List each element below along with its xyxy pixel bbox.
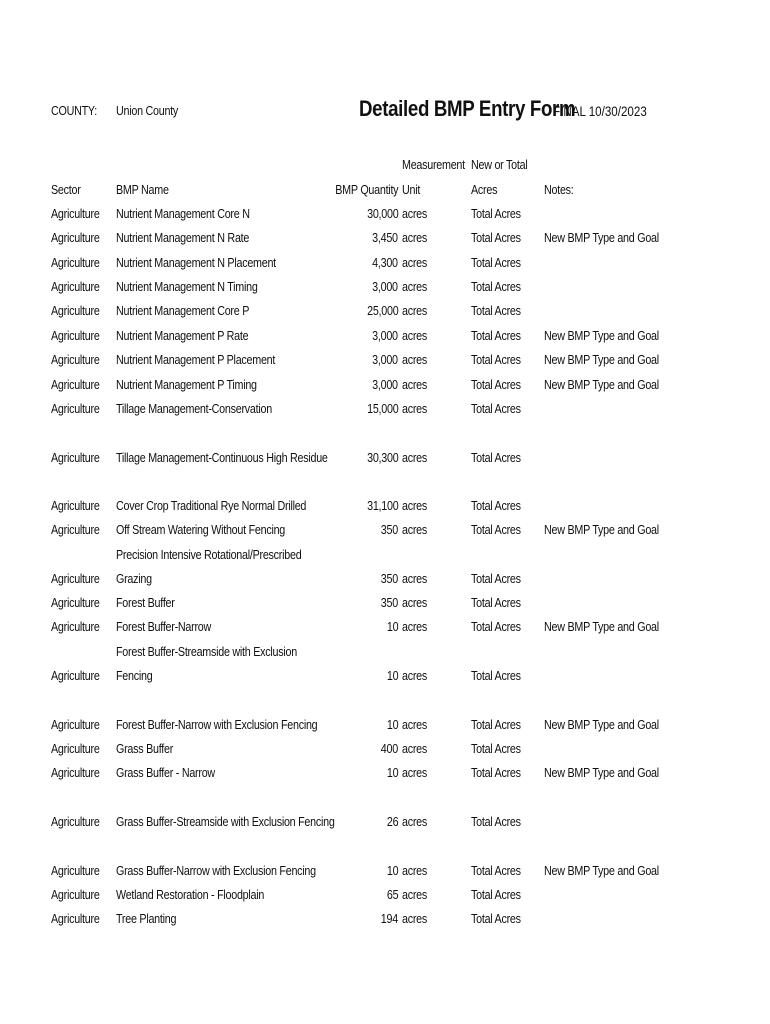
bmp-name-cell: Tree Planting [116,912,177,926]
bmp-name-cell: Nutrient Management N Timing [116,280,258,294]
bmp-name-cell: Nutrient Management P Timing [116,378,257,392]
table-row [0,596,770,616]
bmp-quantity-cell: 10 [386,864,398,878]
sector-header: Sector [51,183,81,197]
sector-cell: Agriculture [51,596,100,610]
bmp-quantity-cell: 3,000 [372,353,398,367]
notes-cell: New BMP Type and Goal [544,329,659,343]
table-row [0,742,770,762]
bmp-quantity-cell: 30,300 [366,451,398,465]
new-or-total-cell: Total Acres [471,329,521,343]
county-label: COUNTY: [51,104,97,118]
sector-cell: Agriculture [51,378,100,392]
notes-cell: New BMP Type and Goal [544,523,659,537]
sector-cell: Agriculture [51,815,100,829]
new-total-header-line2: Acres [471,183,498,197]
new-total-header-line1: New or Total [471,158,528,172]
notes-cell: New BMP Type and Goal [544,378,659,392]
measurement-unit-cell: acres [402,718,428,732]
bmp-quantity-cell: 3,000 [372,329,398,343]
bmp-name-cell: Forest Buffer [116,596,175,610]
bmp-quantity-cell: 3,000 [372,280,398,294]
bmp-quantity-cell: 194 [380,912,398,926]
new-or-total-cell: Total Acres [471,718,521,732]
measurement-unit-cell: acres [402,523,428,537]
bmp-quantity-cell: 10 [386,669,398,683]
measurement-unit-cell: acres [402,742,428,756]
bmp-quantity-cell: 350 [380,523,398,537]
bmp-quantity-cell: 15,000 [366,402,398,416]
bmp-name-cell: Nutrient Management P Rate [116,329,249,343]
new-or-total-cell: Total Acres [471,353,521,367]
bmp-name-cell: Tillage Management-Continuous High Residue [116,451,328,465]
table-row [0,256,770,276]
table-row [0,912,770,932]
sector-cell: Agriculture [51,864,100,878]
measurement-unit-cell: acres [402,402,428,416]
bmp-name-line1: Forest Buffer-Streamside with Exclusion [116,645,297,659]
sector-cell: Agriculture [51,718,100,732]
measurement-unit-cell: acres [402,304,428,318]
bmp-name-cell: Grass Buffer-Narrow with Exclusion Fencing [116,864,316,878]
bmp-quantity-cell: 350 [380,572,398,586]
measurement-unit-cell: acres [402,256,428,270]
bmp-name-cell: Grass Buffer - Narrow [116,766,215,780]
measurement-unit-cell: acres [402,912,428,926]
measurement-unit-cell: acres [402,766,428,780]
bmp-quantity-cell: 3,450 [372,231,398,245]
new-or-total-cell: Total Acres [471,912,521,926]
notes-cell: New BMP Type and Goal [544,353,659,367]
measurement-unit-cell: acres [402,329,428,343]
bmp-quantity-header: BMP Quantity [334,183,398,197]
notes-cell: New BMP Type and Goal [544,620,659,634]
measurement-unit-cell: acres [402,353,428,367]
sector-cell: Agriculture [51,669,100,683]
sector-cell: Agriculture [51,620,100,634]
measurement-unit-cell: acres [402,596,428,610]
new-or-total-cell: Total Acres [471,402,521,416]
notes-cell: New BMP Type and Goal [544,766,659,780]
new-or-total-cell: Total Acres [471,231,521,245]
table-row [0,280,770,300]
notes-cell: New BMP Type and Goal [544,231,659,245]
bmp-quantity-cell: 10 [386,718,398,732]
bmp-name-cell: Forest Buffer-Narrow with Exclusion Fencing [116,718,318,732]
new-or-total-cell: Total Acres [471,669,521,683]
measurement-unit-cell: acres [402,815,428,829]
bmp-name-cell: Nutrient Management N Placement [116,256,276,270]
bmp-name-cell: Nutrient Management Core N [116,207,250,221]
bmp-quantity-cell: 350 [380,596,398,610]
new-or-total-cell: Total Acres [471,499,521,513]
table-row [0,523,770,543]
table-row [0,329,770,349]
new-or-total-cell: Total Acres [471,572,521,586]
status-label: FINAL 10/30/2023 [553,104,647,119]
bmp-quantity-cell: 10 [386,620,398,634]
bmp-name-cell: Tillage Management-Conservation [116,402,272,416]
sector-cell: Agriculture [51,523,100,537]
sector-cell: Agriculture [51,572,100,586]
new-or-total-cell: Total Acres [471,451,521,465]
bmp-quantity-cell: 3,000 [372,378,398,392]
bmp-name-cell: Nutrient Management P Placement [116,353,276,367]
bmp-name-cell: Nutrient Management Core P [116,304,250,318]
bmp-name-cell: Grass Buffer [116,742,174,756]
table-row [0,766,770,786]
sector-cell: Agriculture [51,207,100,221]
sector-cell: Agriculture [51,402,100,416]
bmp-quantity-cell: 30,000 [366,207,398,221]
county-value: Union County [116,104,179,118]
sector-cell: Agriculture [51,912,100,926]
measurement-unit-cell: acres [402,207,428,221]
measurement-unit-cell: acres [402,864,428,878]
bmp-name-cell: Grazing [116,572,152,586]
bmp-quantity-cell: 65 [386,888,398,902]
new-or-total-cell: Total Acres [471,256,521,270]
new-or-total-cell: Total Acres [471,815,521,829]
new-or-total-cell: Total Acres [471,280,521,294]
new-or-total-cell: Total Acres [471,523,521,537]
sector-cell: Agriculture [51,231,100,245]
table-row [0,572,770,592]
table-row [0,499,770,519]
bmp-quantity-cell: 400 [380,742,398,756]
measurement-header-line2: Unit [402,183,421,197]
measurement-unit-cell: acres [402,888,428,902]
new-or-total-cell: Total Acres [471,620,521,634]
new-or-total-cell: Total Acres [471,888,521,902]
bmp-name-cell: Fencing [116,669,153,683]
table-row [0,888,770,908]
bmp-quantity-cell: 4,300 [372,256,398,270]
table-row [0,402,770,422]
bmp-name-cell: Wetland Restoration - Floodplain [116,888,265,902]
bmp-quantity-cell: 26 [386,815,398,829]
table-row [0,304,770,324]
sector-cell: Agriculture [51,329,100,343]
measurement-unit-cell: acres [402,572,428,586]
sector-cell: Agriculture [51,499,100,513]
bmp-name-line1: Precision Intensive Rotational/Prescribed [116,548,302,562]
sector-cell: Agriculture [51,742,100,756]
new-or-total-cell: Total Acres [471,742,521,756]
sector-cell: Agriculture [51,280,100,294]
page-title: Detailed BMP Entry Form [359,96,576,121]
table-row [0,378,770,398]
sector-cell: Agriculture [51,353,100,367]
table-row [0,231,770,251]
measurement-header-line1: Measurement [402,158,465,172]
measurement-unit-cell: acres [402,378,428,392]
bmp-name-cell: Off Stream Watering Without Fencing [116,523,286,537]
new-or-total-cell: Total Acres [471,596,521,610]
new-or-total-cell: Total Acres [471,378,521,392]
table-row [0,815,770,835]
table-row [0,718,770,738]
notes-cell: New BMP Type and Goal [544,718,659,732]
table-row [0,669,770,689]
measurement-unit-cell: acres [402,231,428,245]
table-row [0,207,770,227]
table-row [0,620,770,640]
new-or-total-cell: Total Acres [471,304,521,318]
bmp-quantity-cell: 10 [386,766,398,780]
bmp-name-cell: Forest Buffer-Narrow [116,620,212,634]
bmp-name-cell: Nutrient Management N Rate [116,231,250,245]
bmp-name-cell: Grass Buffer-Streamside with Exclusion Fencing [116,815,335,829]
sector-cell: Agriculture [51,451,100,465]
sector-cell: Agriculture [51,766,100,780]
sector-cell: Agriculture [51,304,100,318]
bmp-name-cell: Cover Crop Traditional Rye Normal Drilled [116,499,307,513]
table-row [0,353,770,373]
sector-cell: Agriculture [51,256,100,270]
bmp-quantity-cell: 25,000 [366,304,398,318]
measurement-unit-cell: acres [402,280,428,294]
measurement-unit-cell: acres [402,620,428,634]
bmp-name-header: BMP Name [116,183,169,197]
sector-cell: Agriculture [51,888,100,902]
new-or-total-cell: Total Acres [471,766,521,780]
measurement-unit-cell: acres [402,669,428,683]
notes-cell: New BMP Type and Goal [544,864,659,878]
notes-header: Notes: [544,183,574,197]
new-or-total-cell: Total Acres [471,207,521,221]
table-row [0,451,770,471]
measurement-unit-cell: acres [402,451,428,465]
measurement-unit-cell: acres [402,499,428,513]
bmp-quantity-cell: 31,100 [366,499,398,513]
table-row [0,864,770,884]
new-or-total-cell: Total Acres [471,864,521,878]
